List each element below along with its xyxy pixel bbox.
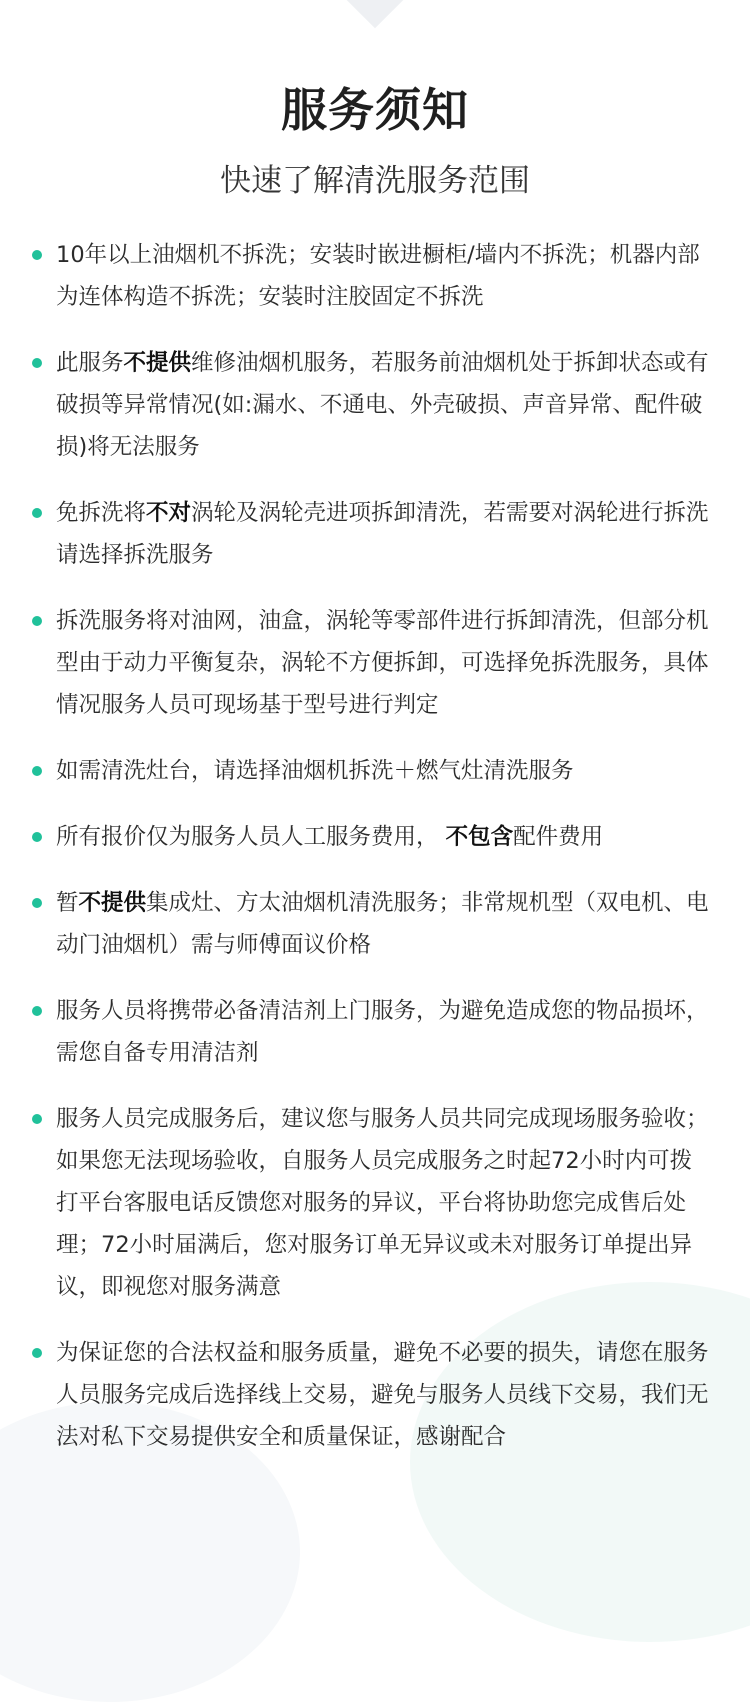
notice-item <box>0 600 750 726</box>
notice-text-segment: 维修油烟机服务，若服务前油烟机处于拆卸状态或有破损等异常情况(如:漏水、不通电、外壳破损、声音异常、配件破损)将无法服务 <box>56 350 709 460</box>
notice-emphasis: 不包含 <box>445 824 514 850</box>
notice-text <box>56 816 712 858</box>
notice-item <box>0 492 750 576</box>
top-notch-decoration <box>347 0 404 28</box>
bullet-dot-icon <box>32 1114 42 1124</box>
notice-text-segment: 涡轮及涡轮壳进项拆卸清洗，若需要对涡轮进行拆洗请选择拆洗服务 <box>56 500 709 568</box>
notice-text-segment: 暂 <box>56 890 79 916</box>
notice-text-segment: 为保证您的合法权益和服务质量，避免不必要的损失，请您在服务人员服务完成后选择线上交易，避免与服务人员线下交易，我们无法对私下交易提供安全和质量保证，感谢配合 <box>56 1340 709 1450</box>
notice-text <box>56 882 712 966</box>
notice-emphasis: 不提供 <box>123 350 192 376</box>
notice-emphasis: 不提供 <box>78 890 147 916</box>
notice-item <box>0 234 750 318</box>
bullet-dot-icon <box>32 508 42 518</box>
notice-text-segment: 服务人员将携带必备清洁剂上门服务，为避免造成您的物品损坏，需您自备专用清洁剂 <box>56 998 709 1066</box>
notice-text-segment: 配件费用 <box>513 824 604 850</box>
notice-text-segment: 10年以上油烟机不拆洗；安装时嵌进橱柜/墙内不拆洗；机器内部为连体构造不拆洗；安装时注胶固定不拆洗 <box>56 242 700 310</box>
bullet-dot-icon <box>32 832 42 842</box>
page-title: 服务须知 <box>281 83 469 137</box>
bullet-dot-icon <box>32 616 42 626</box>
bullet-dot-icon <box>32 1006 42 1016</box>
notice-item <box>0 990 750 1074</box>
notice-text <box>56 750 712 792</box>
notice-text-segment: 集成灶、方太油烟机清洗服务；非常规机型（双电机、电动门油烟机）需与师傅面议价格 <box>56 890 709 958</box>
bullet-dot-icon <box>32 250 42 260</box>
notice-text <box>56 990 712 1074</box>
notice-text <box>56 492 712 576</box>
bullet-dot-icon <box>32 1348 42 1358</box>
notice-text-segment: 服务人员完成服务后，建议您与服务人员共同完成现场服务验收；如果您无法现场验收，自服务人员完成服务之时起72小时内可拨打平台客服电话反馈您对服务的异议，平台将协助您完成售后处理；72小时届满后，您对服务订单无异议或未对服务订单提出异议，即视您对服务满意 <box>56 1106 709 1300</box>
notice-text <box>56 600 712 726</box>
notice-item <box>0 882 750 966</box>
notice-item <box>0 816 750 858</box>
notice-text <box>56 1332 712 1458</box>
notice-item <box>0 750 750 792</box>
notice-text-segment: 此服务 <box>56 350 124 376</box>
notice-item <box>0 1332 750 1458</box>
notice-item <box>0 342 750 468</box>
notice-item <box>0 1098 750 1308</box>
notice-emphasis: 不对 <box>146 500 192 526</box>
page-subtitle: 快速了解清洗服务范围 <box>220 163 530 199</box>
notice-text-segment: 拆洗服务将对油网，油盒，涡轮等零部件进行拆卸清洗，但部分机型由于动力平衡复杂，涡轮不方便拆卸，可选择免拆洗服务，具体情况服务人员可现场基于型号进行判定 <box>56 608 709 718</box>
notice-text <box>56 234 712 318</box>
bullet-dot-icon <box>32 358 42 368</box>
notice-text <box>56 1098 712 1308</box>
bullet-dot-icon <box>32 766 42 776</box>
notice-text-segment: 如需清洗灶台，请选择油烟机拆洗＋燃气灶清洗服务 <box>56 758 574 784</box>
notice-list <box>0 234 750 1482</box>
notice-text <box>56 342 712 468</box>
bullet-dot-icon <box>32 898 42 908</box>
notice-text-segment: 所有报价仅为服务人员人工服务费用， <box>56 824 446 850</box>
notice-text-segment: 免拆洗将 <box>56 500 147 526</box>
